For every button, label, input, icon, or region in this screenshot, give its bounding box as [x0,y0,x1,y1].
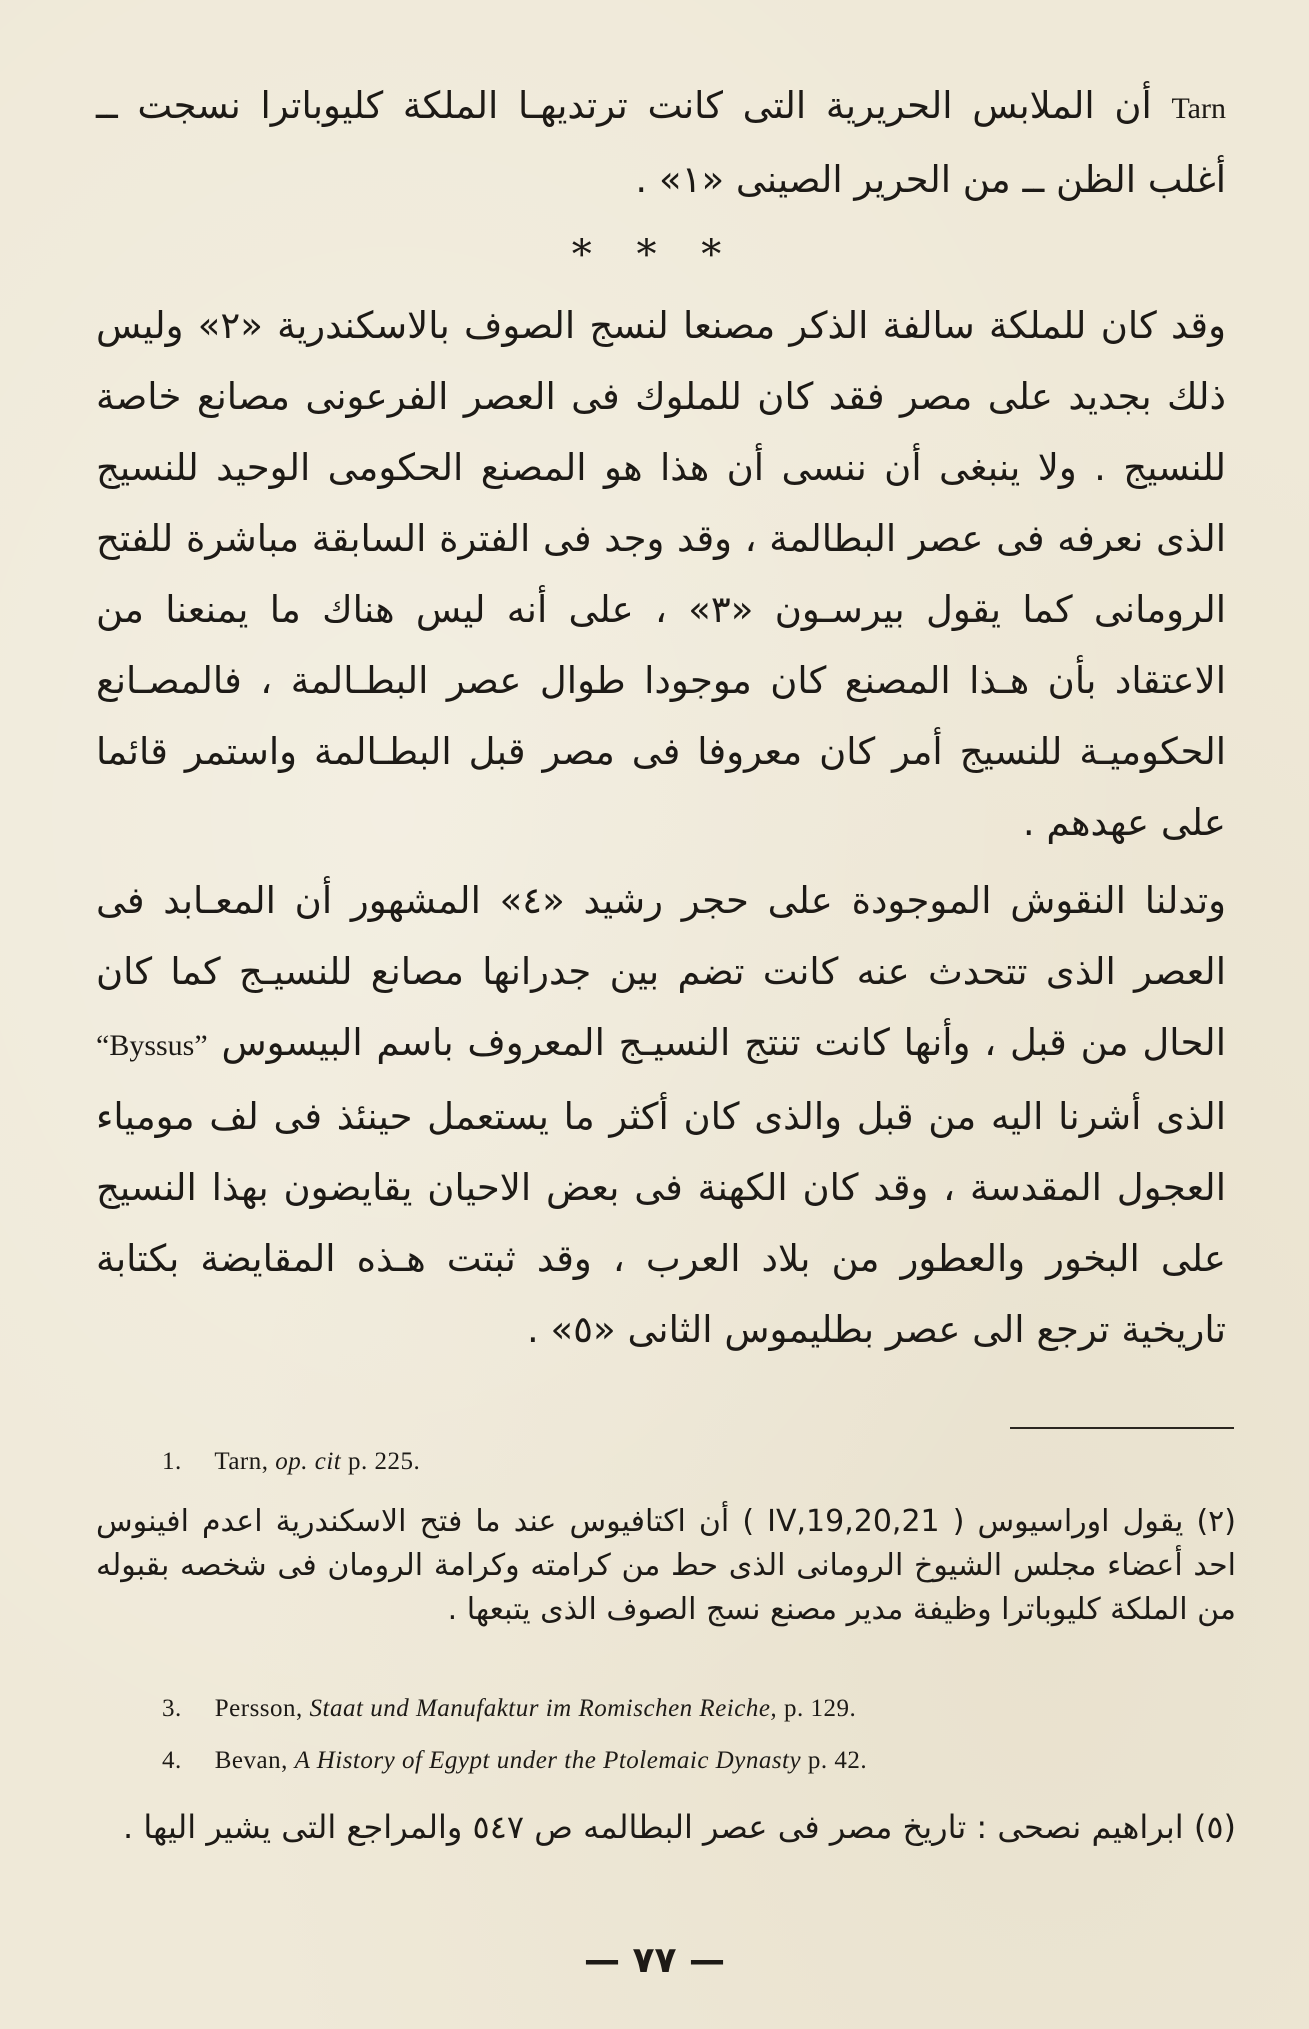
footnote-3 [162,1695,1222,1723]
footnote-number: 4. [162,1747,182,1774]
page-number: — ٧٧ — [583,1940,726,1981]
paragraph-2 [96,865,1226,1365]
footnote-1 [162,1448,1222,1476]
paragraph-2-part-1: وتدلنا النقوش الموجودة على حجر رشيد «٤» المشهور أن المعـابد فى العصر الذى تتحدث عنه كانت تضم بين جدرانها مصانع للنسيـج كما كان الحال من قبل ، وأنها كانت تنتج النسيـج المعروف باسم البيسوس [96,879,1226,1064]
latin-term-byssus: “Byssus” [96,1029,208,1062]
footnote-2: (٢) يقول اوراسيوس ( IV,19,20,21 ) أن اكتافيوس عند ما فتح الاسكندرية اعدم افينوس احد أعضاء مجلس الشيوخ الرومانى الذى حط من كرامته وكرامة الرومان فى شخصه بقبوله من الملكة كليوباترا وظيفة مدير مصنع نسج الصوف الذى يتبعها . [96,1504,1236,1627]
footnote-page: p. 225. [348,1448,421,1475]
latin-word-tarn: Tarn [1171,92,1226,125]
paragraph-2-part-2: الذى أشرنا اليه من قبل والذى كان أكثر ما يستعمل حينئذ فى لف مومياء العجول المقدسة ، وقد كان الكهنة فى بعض الاحيان يقايضون بهذا النسيج على البخور والعطور من بلاد العرب ، وقد ثبتت هـذه المقايضة بكتابة تاريخية ترجع الى عصر بطليموس الثانى «٥» . [96,1095,1226,1351]
footnote-page: p. 129. [783,1695,857,1722]
section-separator: * * * [571,232,738,278]
footnote-author: Persson, [214,1695,303,1722]
footnote-5: (٥) ابراهيم نصحى : تاريخ مصر فى عصر البطالمه ص ٥٤٧ والمراجع التى يشير اليها . [123,1808,1236,1846]
footnote-title: Staat und Manufaktur im Romischen Reiche, [309,1695,778,1722]
footnote-title: op. cit [275,1448,342,1475]
footnote-divider [1010,1427,1234,1429]
paragraph-1: وقد كان للملكة سالفة الذكر مصنعا لنسج الصوف بالاسكندرية «٢» وليس ذلك بجديد على مصر فقد كان للملوك فى العصر الفرعونى مصانع خاصة للنسيج . ولا ينبغى أن ننسى أن هذا هو المصنع الحكومى الوحيد للنسيج الذى نعرفه فى عصر البطالمة ، وقد وجد فى الفترة السابقة مباشرة للفتح الرومانى كما يقول بيرسـون «٣» ، على أنه ليس هناك ما يمنعنا من الاعتقاد بأن هـذا المصنع كان موجودا طوال عصر البطـالمة ، فالمصـانع الحكوميـة للنسيج أمر كان معروفا فى مصر قبل البطـالمة واستمر قائما على عهدهم . [96,304,1226,844]
footnote-number: 3. [162,1695,182,1722]
top-paragraph [96,70,1226,215]
footnote-title: A History of Egypt under the Ptolemaic Dynasty [294,1747,802,1774]
footnote-author: Tarn, [214,1448,269,1475]
top-paragraph-text: أن الملابس الحريرية التى كانت ترتديهـا الملكة كليوباترا نسجت ــ أغلب الظن ــ من الحرير الصينى «١» . [96,84,1226,201]
footnote-page: p. 42. [807,1747,868,1774]
footnote-number: 1. [162,1448,182,1475]
footnote-author: Bevan, [214,1747,288,1774]
footnote-4 [162,1747,1222,1775]
